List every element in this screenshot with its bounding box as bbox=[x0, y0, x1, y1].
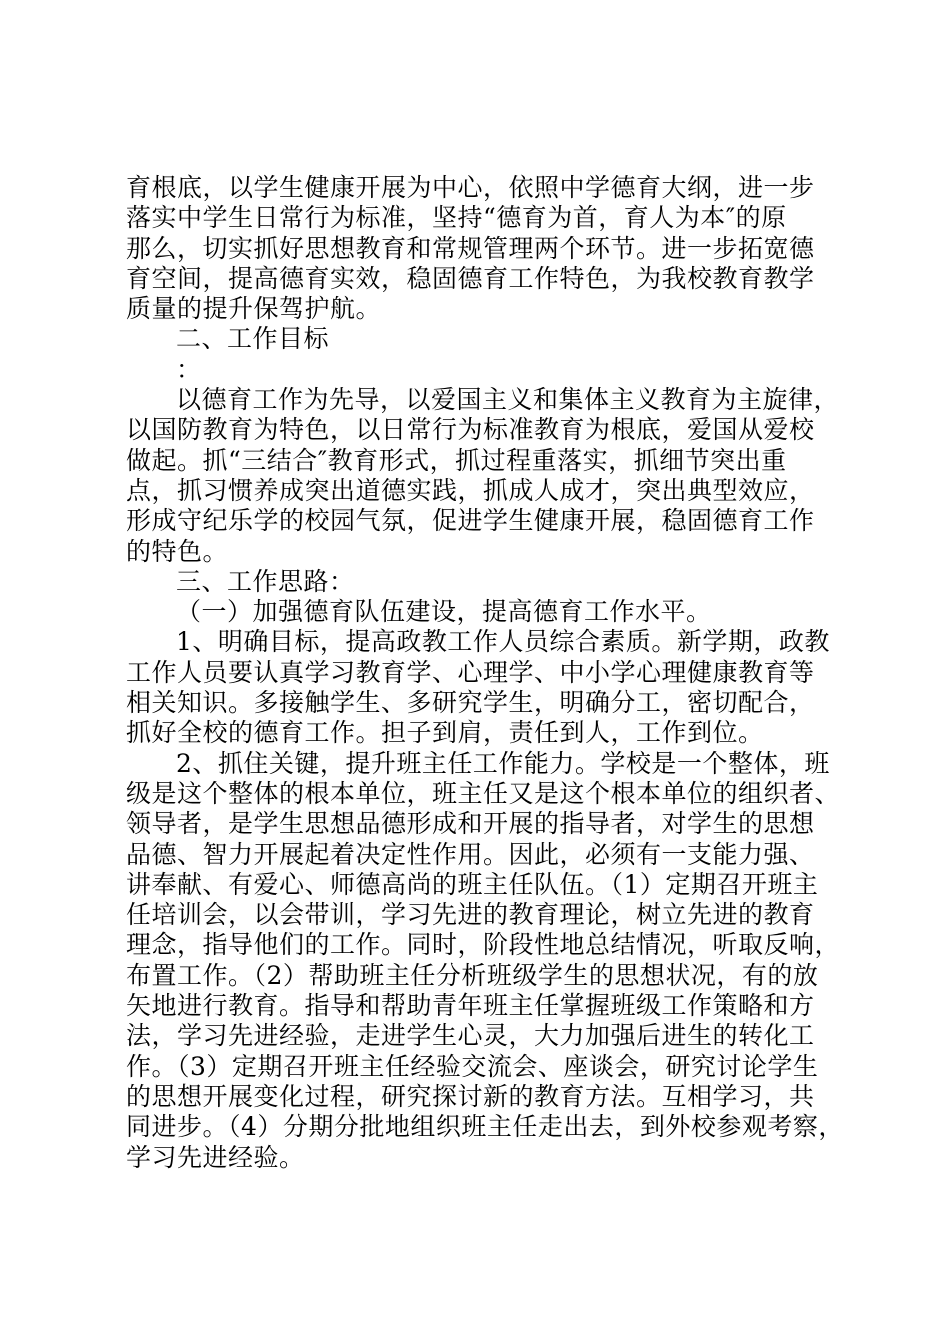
text-line: 形成守纪乐学的校园气氛，促进学生健康开展，稳固德育工作 bbox=[126, 506, 815, 536]
text-line: 那么，切实抓好思想教育和常规管理两个环节。进一步拓宽德 bbox=[126, 233, 815, 263]
text-line: 育根底，以学生健康开展为中心，依照中学德育大纲，进一步 bbox=[126, 173, 815, 202]
text-line: 布置工作。（2）帮助班主任分析班级学生的思想状况，有的放 bbox=[126, 960, 819, 990]
text-line: 级是这个整体的根本单位，班主任又是这个根本单位的组织者、 bbox=[126, 778, 841, 808]
text-line: 2、抓住关键，提升班主任工作能力。学校是一个整体，班 bbox=[176, 748, 830, 778]
text-line: 任培训会，以会带训，学习先进的教育理论，树立先进的教育 bbox=[126, 900, 815, 930]
text-line: 理念，指导他们的工作。同时，阶段性地总结情况，听取反响， bbox=[126, 930, 841, 960]
text-line: 法，学习先进经验，走进学生心灵，大力加强后进生的转化工 bbox=[126, 1021, 815, 1051]
text-line: 1、明确目标，提高政教工作人员综合素质。新学期，政教 bbox=[176, 627, 830, 657]
text-line: 工作人员要认真学习教育学、心理学、中小学心理健康教育等 bbox=[126, 657, 815, 687]
text-line: 学习先进经验。 bbox=[126, 1142, 305, 1172]
text-line: 领导者，是学生思想品德形成和开展的指导者，对学生的思想 bbox=[126, 809, 815, 839]
text-line: ： bbox=[176, 354, 202, 384]
text-line: 的特色。 bbox=[126, 536, 229, 566]
text-line: 育空间，提高德育实效，稳固德育工作特色，为我校教育教学 bbox=[126, 263, 815, 293]
text-line: 品德、智力开展起着决定性作用。因此，必须有一支能力强、 bbox=[126, 839, 815, 869]
text-line: 落实中学生日常行为标准，坚持“德育为首，育人为本″的原 bbox=[126, 203, 787, 233]
text-line: 作。（3）定期召开班主任经验交流会、座谈会，研究讨论学生 bbox=[126, 1051, 819, 1081]
text-line: 点，抓习惯养成突出道德实践，抓成人成才，突出典型效应， bbox=[126, 475, 815, 505]
section-heading-goals: 二、工作目标 bbox=[176, 324, 330, 354]
text-line: 矢地进行教育。指导和帮助青年班主任掌握班级工作策略和方 bbox=[126, 991, 815, 1021]
text-line: 以德育工作为先导，以爱国主义和集体主义教育为主旋律， bbox=[176, 385, 840, 415]
subsection-heading: （一）加强德育队伍建设，提高德育工作水平。 bbox=[176, 597, 712, 627]
document-body bbox=[126, 173, 844, 1173]
text-line: 讲奉献、有爱心、师德高尚的班主任队伍。（1）定期召开班主 bbox=[126, 869, 819, 899]
text-line: 同进步。（4）分期分批地组织班主任走出去，到外校参观考察， bbox=[126, 1112, 844, 1142]
text-line: 相关知识。多接触学生、多研究学生，明确分工，密切配合， bbox=[126, 688, 815, 718]
text-line: 以国防教育为特色，以日常行为标准教育为根底，爱国从爱校 bbox=[126, 415, 815, 445]
section-heading-approach: 三、工作思路： bbox=[176, 566, 355, 596]
text-line: 质量的提升保驾护航。 bbox=[126, 294, 382, 324]
text-line: 抓好全校的德育工作。担子到肩，责任到人，工作到位。 bbox=[126, 718, 764, 748]
text-line: 做起。抓“三结合″教育形式，抓过程重落实，抓细节突出重 bbox=[126, 445, 787, 475]
text-line: 的思想开展变化过程，研究探讨新的教育方法。互相学习，共 bbox=[126, 1081, 815, 1111]
